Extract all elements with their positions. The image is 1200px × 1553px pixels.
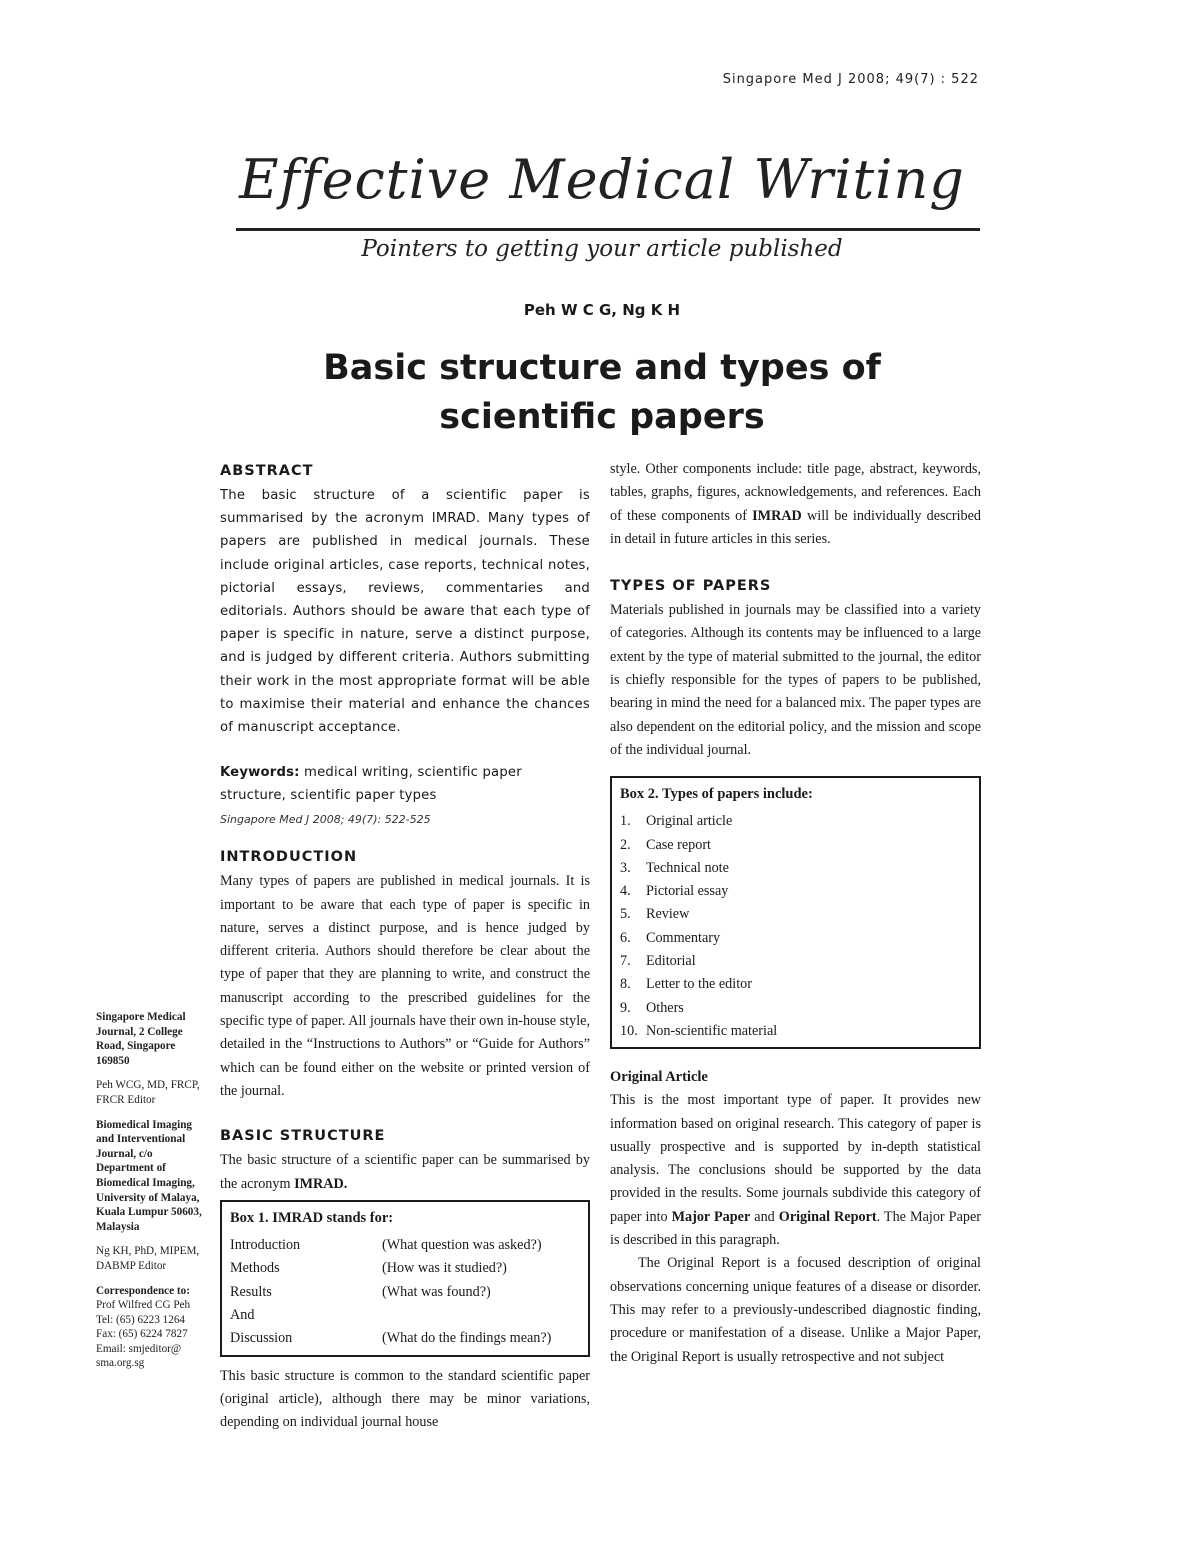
basic-structure-heading: BASIC STRUCTURE: [220, 1128, 386, 1145]
list-item: [620, 927, 971, 950]
imrad-row: [230, 1281, 580, 1304]
imrad-term: Introduction: [230, 1236, 301, 1253]
types-list: [620, 810, 971, 1043]
imrad-term: And: [230, 1307, 255, 1324]
paper-title: [228, 344, 976, 442]
imrad-term: IMRAD: [752, 507, 802, 524]
imrad-term: Discussion: [230, 1330, 293, 1347]
series-title: Effective Medical Writing: [239, 148, 965, 211]
list-item: [620, 903, 971, 926]
list-label: Pictorial essay: [646, 883, 729, 900]
continuation-text: [610, 458, 981, 551]
series-divider: [236, 228, 980, 231]
list-label: Editorial: [646, 953, 696, 970]
list-item: [620, 880, 971, 903]
list-item: [620, 834, 971, 857]
list-label: Commentary: [646, 929, 721, 946]
list-label: Review: [646, 906, 690, 923]
introduction-text: Many types of papers are published in medical journals. It is important to be aware that each type of paper is specific in nature, serves a distinct purpose, and is hence judged by different criteria. Authors should therefore be clear about the type of paper that they are planning to write, and construct the manuscript according to the prescribed guidelines for the specific type of paper. All journals have their own in-house style, detailed in the “Instructions to Authors” or “Guide for Authors” which can be found either on the website or printed version of the journal.: [220, 873, 590, 1099]
imrad-meaning: (What was found?): [382, 1283, 491, 1300]
abstract-heading: ABSTRACT: [220, 463, 314, 479]
smj-address: Singapore Medical Journal, 2 College Road, Singapore 169850: [96, 1011, 186, 1067]
correspondence: [96, 1284, 208, 1372]
list-item: [620, 1020, 971, 1043]
list-item: [620, 810, 971, 833]
imrad-box-title: Box 1. IMRAD stands for:: [230, 1209, 394, 1226]
list-item: [620, 997, 971, 1020]
original-article-text-main: This is the most important type of paper. It provides new information based on original research. This category of paper is usually prospective and is supported by in-depth statistical analysis. The conclusions should be supported by the data provided in the results. Some journals subdivide this category of paper into: [610, 1092, 981, 1225]
correspondence-label: Correspondence to:: [96, 1284, 190, 1297]
list-label: Technical note: [646, 859, 729, 876]
authors: Peh W C G, Ng K H: [523, 301, 681, 319]
citation: Singapore Med J 2008; 49(7): 522-525: [220, 813, 431, 827]
types-heading: TYPES OF PAPERS: [610, 578, 772, 595]
imrad-row: [230, 1327, 580, 1350]
imrad-term: Methods: [230, 1260, 280, 1277]
imrad-meaning: (What do the findings mean?): [382, 1330, 552, 1347]
list-label: Case report: [646, 836, 712, 853]
original-article-text: [610, 1089, 981, 1252]
peh-credentials: Peh WCG, MD, FRCP, FRCR Editor: [96, 1079, 200, 1106]
list-number: 3.: [620, 859, 631, 876]
list-label: Original article: [646, 813, 733, 830]
keywords: [220, 761, 590, 807]
imrad-row: [230, 1304, 580, 1327]
list-label: Others: [646, 999, 684, 1016]
original-report-term: Original Report: [778, 1208, 877, 1225]
list-number: 6.: [620, 929, 631, 946]
basic-structure-text: [220, 1149, 590, 1196]
types-box: [610, 776, 981, 1049]
imrad-meaning: (How was it studied?): [382, 1260, 507, 1277]
running-head: Singapore Med J 2008; 49(7) : 522: [722, 72, 979, 87]
list-number: 1.: [620, 813, 631, 830]
original-article-heading: Original Article: [610, 1069, 708, 1086]
list-number: 2.: [620, 836, 631, 853]
left-column: [220, 458, 590, 1435]
list-number: 7.: [620, 953, 631, 970]
list-label: Non-scientific material: [646, 1022, 778, 1039]
major-paper-term: Major Paper: [671, 1208, 751, 1225]
original-article-text-join: and: [750, 1208, 779, 1225]
keywords-label: Keywords:: [220, 765, 300, 781]
keywords-text: medical writing, scientific paper structure, scientific paper types: [220, 765, 522, 804]
paper-title-line-2: scientific papers: [439, 397, 765, 437]
correspondence-tel: Tel: (65) 6223 1264: [96, 1313, 186, 1326]
list-number: 8.: [620, 976, 631, 993]
ng-credentials: Ng KH, PhD, MIPEM, DABMP Editor: [96, 1245, 200, 1272]
imrad-term: IMRAD.: [294, 1175, 348, 1192]
list-number: 5.: [620, 906, 631, 923]
correspondence-name: Prof Wilfred CG Peh: [96, 1299, 191, 1312]
imrad-meaning: (What question was asked?): [382, 1236, 542, 1253]
imrad-row: [230, 1234, 580, 1257]
continuation-text-end: will be individually described in detail in future articles in this series.: [610, 507, 981, 547]
list-label: Letter to the editor: [646, 976, 752, 993]
original-article-text-end: . The Major Paper is described in this paragraph.: [610, 1208, 981, 1249]
series-subtitle: Pointers to getting your article published: [361, 236, 843, 262]
basic-structure-text-main: The basic structure of a scientific paper can be summarised by the acronym: [220, 1152, 590, 1192]
basic-structure-after-box: This basic structure is common to the standard scientific paper (original article), although there may be minor variations, depending on individual journal house: [220, 1367, 590, 1431]
introduction-heading: INTRODUCTION: [220, 849, 358, 866]
types-box-title: Box 2. Types of papers include:: [620, 786, 813, 803]
imrad-term: Results: [230, 1283, 272, 1300]
bij-address: Biomedical Imaging and Interventional Journal, c/o Department of Biomedical Imaging, University of Malaya, Kuala Lumpur 50603, Malaysia: [96, 1118, 202, 1233]
list-item: [620, 950, 971, 973]
list-number: 4.: [620, 883, 631, 900]
types-text: Materials published in journals may be classified into a variety of categories. Although its contents may be influenced to a large extent by the type of material submitted to the journal, the editor is chiefly responsible for the types of papers to be published, bearing in mind the need for a balanced mix. The paper types are also dependent on the editorial policy, and the mission and scope of the individual journal.: [610, 602, 981, 758]
list-item: [620, 857, 971, 880]
right-column: [610, 458, 981, 1369]
imrad-row: [230, 1257, 580, 1280]
paper-title-line-1: Basic structure and types of: [323, 348, 881, 388]
abstract-text: The basic structure of a scientific paper is summarised by the acronym IMRAD. Many types of papers are published in medical journals. These include original articles, case reports, technical notes, pictorial essays, reviews, commentaries and editorials. Authors should be aware that each type of paper is specific in nature, serve a distinct purpose, and is judged by different criteria. Authors submitting their work in the most appropriate format will be able to maximise their material and enhance the chances of manuscript acceptance.: [220, 488, 590, 736]
affiliations: [96, 1010, 208, 1371]
list-number: 10.: [620, 1022, 638, 1039]
list-number: 9.: [620, 999, 631, 1016]
imrad-box: [220, 1200, 590, 1357]
list-item: [620, 973, 971, 996]
original-report-text: The Original Report is a focused description of original observations concerning unique features of a disease or disorder. This may refer to a previously-undescribed diagnostic finding, procedure or manifestation of a disease. Unlike a Major Paper, the Original Report is usually retrospective and not subject: [610, 1255, 981, 1365]
correspondence-fax: Fax: (65) 6224 7827: [96, 1328, 188, 1341]
continuation-text-main: style. Other components include: title page, abstract, keywords, tables, graphs, figures, acknowledgements, and references. Each of these components of: [610, 461, 981, 524]
correspondence-email[interactable]: Email: smjeditor@ sma.org.sg: [96, 1342, 182, 1370]
